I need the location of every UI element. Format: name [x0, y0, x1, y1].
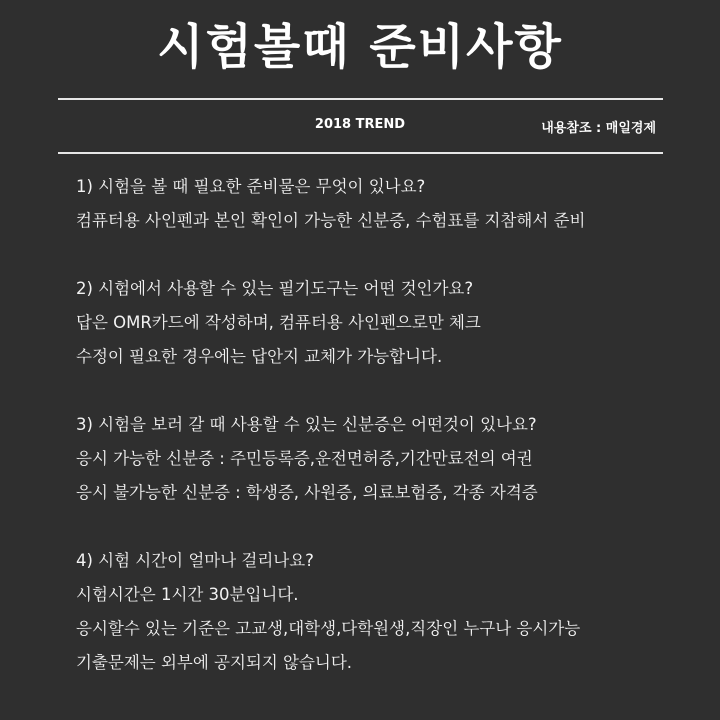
- qa-section-2: [76, 272, 696, 374]
- question-4: 4) 시험 시간이 얼마나 걸리나요?: [76, 551, 314, 570]
- trend-label: 2018 TREND: [314, 117, 406, 132]
- answer-1-line-1: 컴퓨터용 사인펜과 본인 확인이 가능한 신분증, 수험표를 지참해서 준비: [76, 211, 586, 230]
- bottom-divider: [58, 152, 663, 154]
- qa-section-1: [76, 170, 696, 238]
- question-1: 1) 시험을 볼 때 필요한 준비물은 무엇이 있나요?: [76, 177, 426, 196]
- answer-4-line-2: 응시할수 있는 기준은 고교생,대학생,다학원생,직장인 누구나 응시가능: [76, 619, 581, 638]
- answer-2-line-1: 답은 OMR카드에 작성하며, 컴퓨터용 사인펜으로만 체크: [76, 313, 481, 332]
- question-2: 2) 시험에서 사용할 수 있는 필기도구는 어떤 것인가요?: [76, 279, 474, 298]
- answer-2-line-2: 수정이 필요한 경우에는 답안지 교체가 가능합니다.: [76, 347, 443, 366]
- answer-3-line-1: 응시 가능한 신분증 : 주민등록증,운전면허증,기간만료전의 여권: [76, 449, 533, 468]
- answer-4-line-1: 시험시간은 1시간 30분입니다.: [76, 585, 299, 604]
- top-divider: [58, 98, 663, 100]
- question-3: 3) 시험을 보러 갈 때 사용할 수 있는 신분증은 어떤것이 있나요?: [76, 415, 537, 434]
- answer-3-line-2: 응시 불가능한 신분증 : 학생증, 사원증, 의료보험증, 각종 자격증: [76, 483, 538, 502]
- answer-4-line-3: 기출문제는 외부에 공지되지 않습니다.: [76, 653, 353, 672]
- page-title: 시험볼때 준비사항: [157, 19, 563, 75]
- qa-section-4: [76, 544, 696, 680]
- source-credit: 내용참조 : 매일경제: [541, 121, 656, 136]
- qa-content: [76, 170, 696, 714]
- qa-section-3: [76, 408, 696, 510]
